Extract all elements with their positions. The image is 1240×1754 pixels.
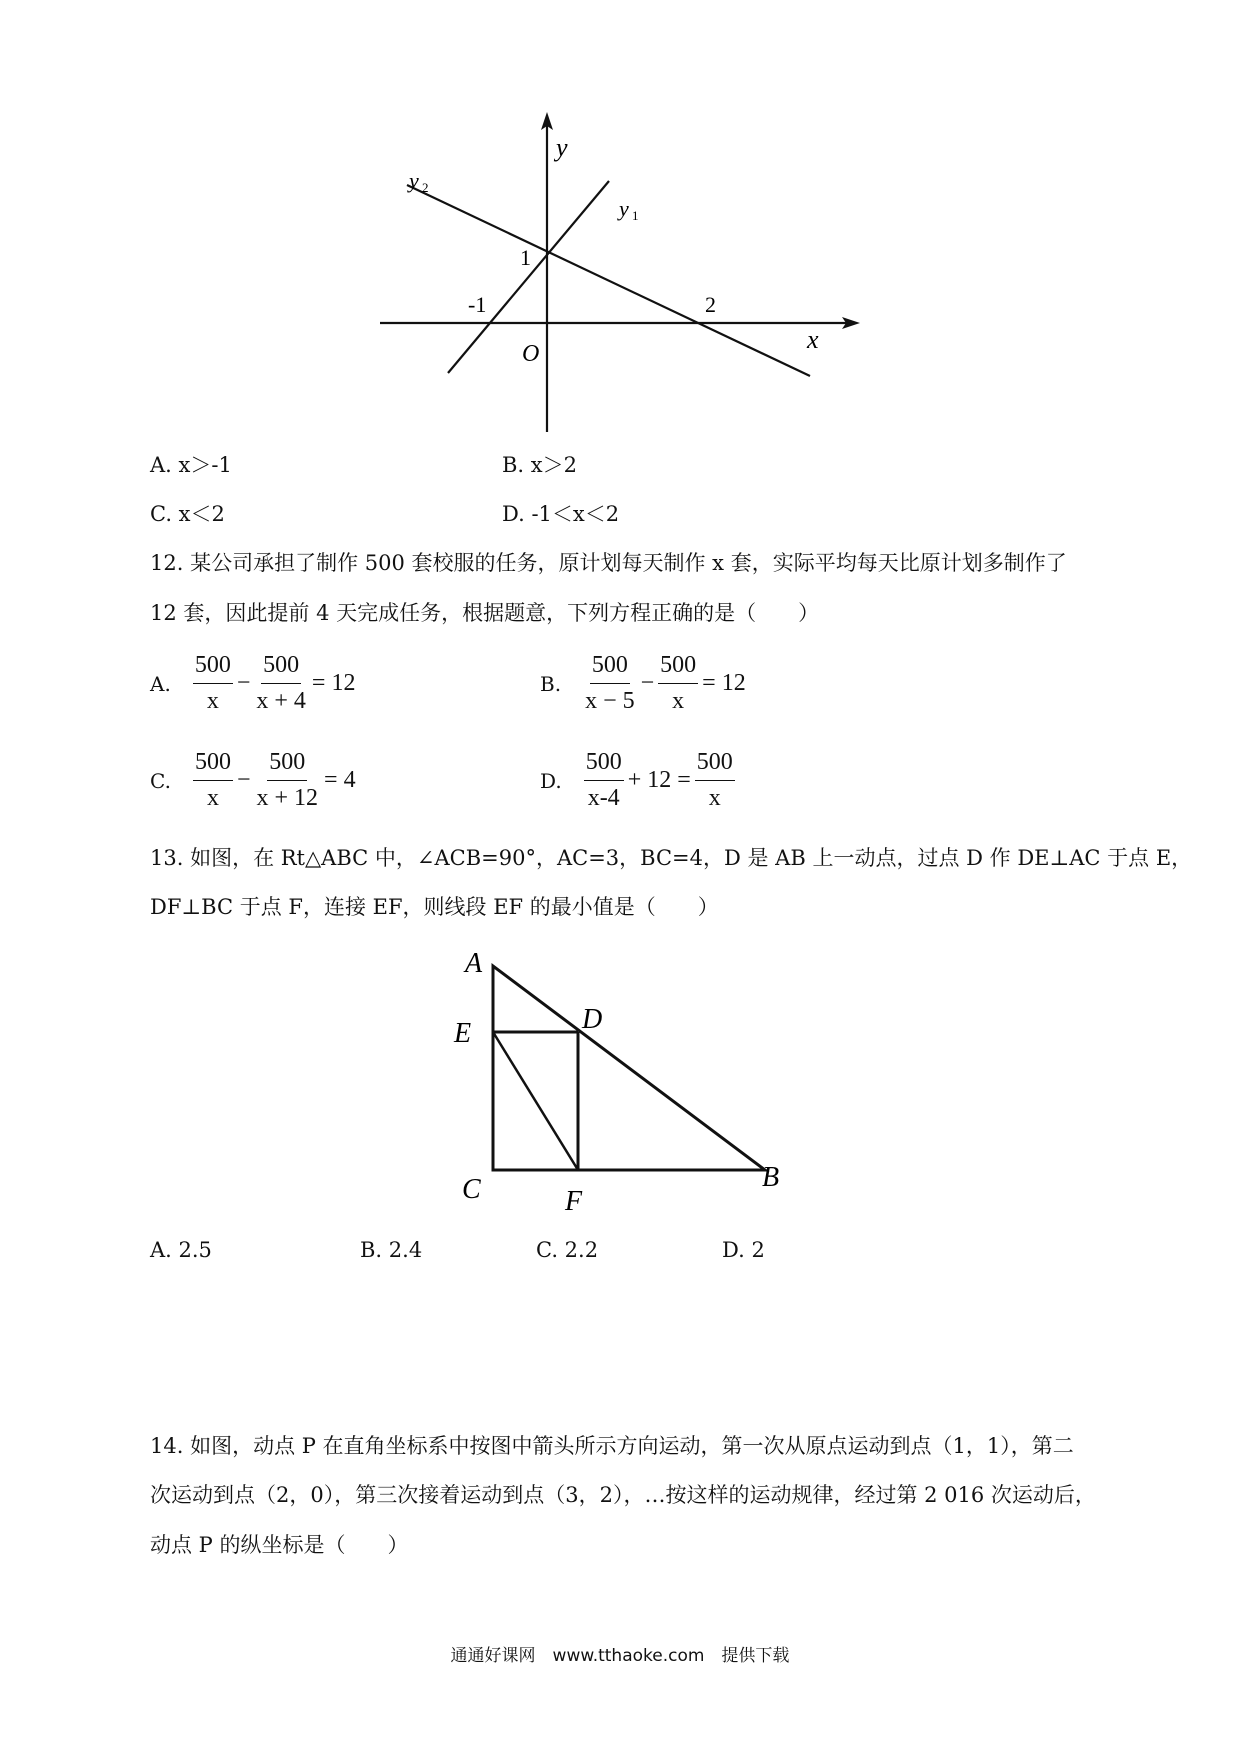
q12-option-d-label: D. (540, 768, 562, 793)
denominator: x (206, 784, 219, 811)
q11-option-c: C. x＜2 (150, 502, 225, 526)
q13-text-line1: 13. 如图，在 Rt△ABC 中，∠ACB=90°，AC=3，BC=4，D 是 AB 上一动点，过点 D 作 DE⊥AC 于点 E， (150, 846, 1193, 870)
vertex-a-label: A (465, 948, 483, 979)
vertex-d-label: D (582, 1004, 603, 1035)
q12-option-a-label: A. (150, 671, 171, 696)
fraction (254, 652, 308, 715)
q13-option-d: D. 2 (722, 1238, 765, 1262)
right-triangle-figure (440, 938, 800, 1218)
fraction (255, 749, 321, 812)
numerator: 500 (695, 749, 735, 781)
numerator: 500 (193, 749, 233, 781)
q12-option-b-label: B. (540, 671, 562, 696)
y-axis-label: y (556, 133, 568, 162)
operator: − (236, 767, 251, 794)
operator: − (236, 670, 251, 697)
linear-functions-graph (380, 112, 860, 432)
line-y2 (407, 185, 810, 376)
triangle-abc (493, 966, 765, 1170)
q12-option-c (150, 749, 360, 812)
q12-text-line1: 12. 某公司承担了制作 500 套校服的任务，原计划每天制作 x 套，实际平均每天比原计划多制作了 (150, 551, 1067, 575)
y-intercept-label: 1 (520, 245, 531, 270)
denominator: x − 5 (585, 687, 635, 714)
q13-option-c: C. 2.2 (536, 1238, 599, 1262)
q11-option-a: A. x＞-1 (150, 453, 232, 477)
q14-text-line3: 动点 P 的纵坐标是（ ） (150, 1533, 409, 1557)
q13-option-b: B. 2.4 (360, 1238, 423, 1262)
denominator: x + 4 (256, 687, 306, 714)
fraction (193, 652, 233, 715)
equals: = 4 (324, 767, 356, 794)
fraction (584, 749, 624, 812)
q11-option-b: B. x＞2 (502, 453, 577, 477)
vertex-b-label: B (762, 1162, 780, 1193)
fraction (193, 749, 233, 812)
q13-text-line2: DF⊥BC 于点 F，连接 EF，则线段 EF 的最小值是（ ） (150, 895, 719, 919)
origin-label: O (522, 341, 540, 367)
denominator: x (206, 687, 219, 714)
q14-text-line1: 14. 如图，动点 P 在直角坐标系中按图中箭头所示方向运动，第一次从原点运动到点（1，1），第二 (150, 1434, 1074, 1458)
q12-option-b (540, 652, 750, 715)
q12-text-line2: 12 套，因此提前 4 天完成任务，根据题意，下列方程正确的是（ ） (150, 601, 820, 625)
numerator: 500 (590, 652, 630, 684)
numerator: 500 (267, 749, 307, 781)
equals: = 12 (311, 670, 356, 697)
denominator: x + 12 (256, 784, 319, 811)
fraction (583, 652, 637, 715)
denominator: x (672, 687, 685, 714)
operator: + 12 = (627, 767, 691, 794)
segment-ef (493, 1032, 578, 1170)
q12-option-a (150, 652, 359, 715)
numerator: 500 (584, 749, 624, 781)
line-y1-label: y (619, 196, 629, 221)
vertex-f-label: F (565, 1186, 583, 1217)
q11-option-d: D. -1＜x＜2 (502, 502, 620, 526)
q12-option-d (540, 749, 735, 812)
q12-option-c-label: C. (150, 768, 171, 793)
x-intercept-neg-label: -1 (468, 292, 487, 317)
page-footer: 通通好课网 www.tthaoke.com 提供下载 (450, 1646, 790, 1666)
equals: = 12 (702, 670, 746, 697)
fraction (658, 652, 698, 715)
q13-option-a: A. 2.5 (150, 1238, 212, 1262)
fraction (695, 749, 735, 812)
vertex-e-label: E (454, 1018, 472, 1049)
x-intercept-pos-label: 2 (705, 292, 716, 317)
q14-text-line2: 次运动到点（2，0），第三次接着运动到点（3，2），…按这样的运动规律，经过第 2 016 次运动后， (150, 1483, 1096, 1507)
line-y2-label: y (409, 168, 419, 193)
line-y1-subscript: 1 (632, 208, 639, 223)
denominator: x-4 (587, 784, 620, 811)
numerator: 500 (658, 652, 698, 684)
denominator: x (708, 784, 721, 811)
numerator: 500 (261, 652, 301, 684)
x-axis-label: x (807, 325, 819, 354)
line-y2-subscript: 2 (422, 180, 429, 195)
operator: − (640, 670, 655, 697)
vertex-c-label: C (462, 1174, 481, 1205)
numerator: 500 (193, 652, 233, 684)
